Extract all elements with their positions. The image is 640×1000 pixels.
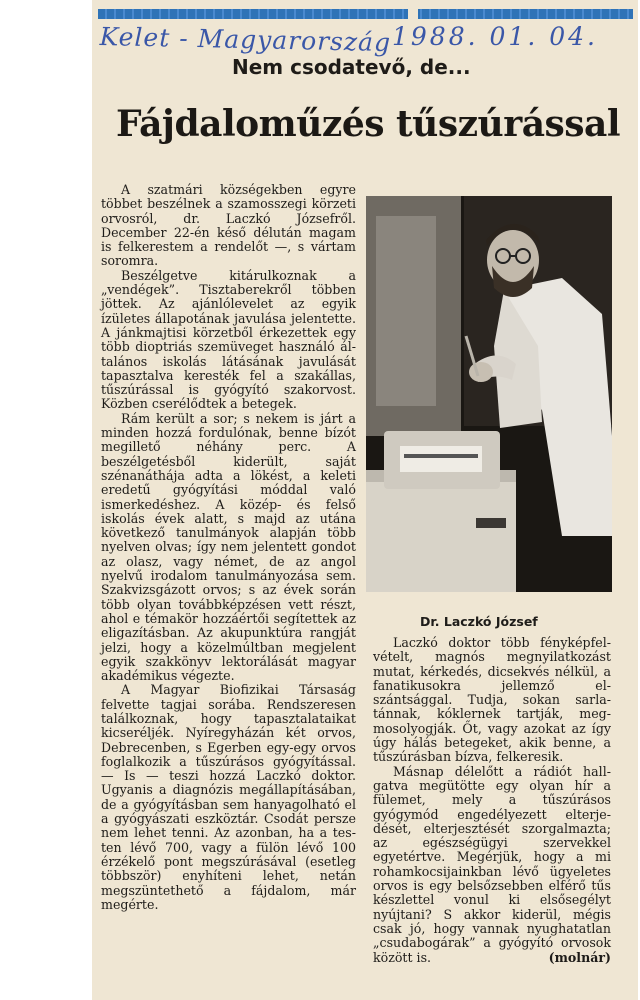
photo-caption: Dr. Laczkó József [420,614,538,629]
doctor-photo-illustration [366,196,612,592]
handwritten-source: Kelet - Magyarország [99,22,392,58]
article-body-left [101,183,356,912]
author-byline: (molnár) [548,949,611,965]
paragraph: Rám került a sor; s nekem is járt a minden hozzá fordulónak, benne bízót megillető néhány perc. A beszélgetésből kiderült, saját szénanáthája adta a lökést, a keleti eredetű gyógyítási móddal való ismerkedéshez. A közép- és felső iskolás évek alatt, s majd az utána következő tanulmányok alapján több nyelven olvas; így nem jelentett gondot az olasz, vagy német, de az angol nyelvű irodalom tanulmányozása sem. Szakvizsgázott orvos; s az évek során több olyan továbbképzésen vett részt, ahol e témakör hozzáértői segítettek az eligazításban. Az akupunktúra rangját jelzi, hogy a közelmúltban megjelent egyik szakkönyv lektorálását magyar akadémikus végezte. [101,410,356,684]
article-body-right [373,636,611,965]
paragraph: Beszélgetve kitárulkoznak a „vendégek”. Tisztaberekről többen jöttek. Az ajánlólevelet az egyik ízületes állapotának javulása jelentette. A jánkmajtisi körzetből érkezettek egy több dioptriás szemüveget használó általános iskolás látásának javulását tapasztalva keresték fel a szakállas, tűszúrással is gyógyító szakorvost. Közben cserélődtek a betegek. [101,267,356,412]
article-kicker: Nem csodatevő, de... [232,55,471,79]
paragraph: A Magyar Biofizikai Társaság felvette tagjai sorába. Rendszeresen találkoznak, hogy tapasztalataikat kicseréljék. Nyíregyházán két orvos, Debrecenben, s Egerben egy-egy orvos foglalkozik a tűszúrásos gyógyítással. — Is — teszi hozzá Laczkó doktor. Ugyanis a diagnózis megállapításában, de a gyógyításban sem hanyagolható el a gyógyászati eszköztár. Csodát persze nem lehet tenni. Az azonban, ha a testen lévő 700, vagy a fülön lévő 100 érzékelő pont megszúrásával (esetleg többször) enyhíteni lehet, netán megszüntethető a fájdalom, már megérte. [101,682,356,912]
blue-tape-strip [98,9,633,19]
article-headline: Fájdaloműzés tűszúrással [116,103,621,145]
paragraph: Laczkó doktor több fényképfelvételt, magnós megnyilatkozást mutat, kérkedés, dicsekvés nélkül, a fanatikusokra jellemző elszántsággal. Tudja, sokan sarlatánnak, kóklernek tartják, megmosolyogják. Őt, vagy azokat az így úgy hálás betegeket, akik benne, a tűszúrásban bízva, felkeresik. [373,635,611,765]
doctor-photo [366,196,612,592]
handwritten-date: 1988. 01. 04. [392,22,598,51]
paragraph: Másnap délelőtt a rádiót hallgatva megütötte egy olyan hír a fülemet, mely a tűszúrásos gyógymód engedélyezett elterjedését, elterjesztését szorgalmazta; az egészségügyi szervekkel egyetértve. Megérjük, hogy a mi rohamkocsijainkban lévő ügyeletes orvos is egy belsőzsebben elférő tűs készlettel vonul ki elsősegélyt nyújtani? S akkor kiderül, mégis csak jó, hogy vannak nyughatatlan „csudabogárak” a gyógyító orvosok között is. [373,763,611,965]
paragraph: A szatmári községekben egyre többet beszélnek a szamosszegi körzeti orvosról, dr. Laczkó Józsefről. December 22-én késő délután magam is felkerestem a rendelőt —, s vártam soromra. [101,182,356,269]
